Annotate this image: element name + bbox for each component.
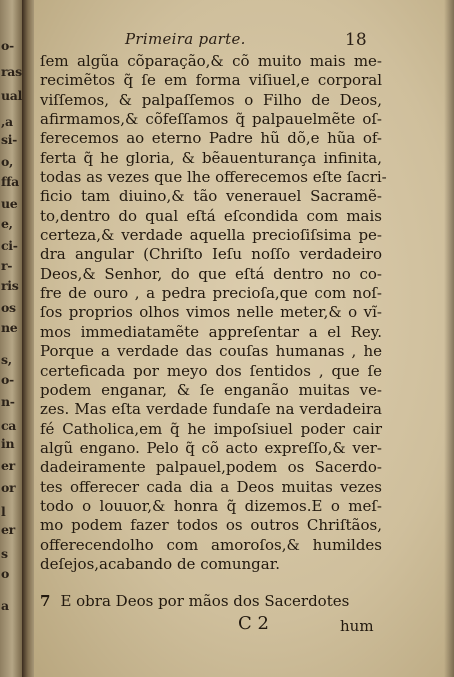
left-page-fragment: ras bbox=[1, 64, 22, 79]
page-number: 18 bbox=[345, 30, 367, 50]
left-page-fragment: a bbox=[1, 598, 9, 613]
text-line: viſſemos, & palpaſſemos o Filho de Deos, bbox=[40, 90, 382, 109]
text-line: ſem algũa cõparação,& cõ muito mais me- bbox=[40, 52, 382, 70]
catchword: hum bbox=[340, 617, 374, 635]
text-line: offerecendolho com amoroſos,& humildes bbox=[40, 535, 382, 554]
left-page-fragment: o bbox=[1, 566, 10, 581]
left-page-fragment: s, bbox=[1, 352, 12, 367]
running-head: Primeira parte. bbox=[125, 30, 246, 48]
left-page-fragment: in bbox=[1, 436, 15, 451]
text-line: zes. Mas eſta verdade fundaſe na verdadeira bbox=[40, 400, 382, 419]
text-line: ficio tam diuino,& tão venerauel Sacramẽ- bbox=[40, 187, 382, 206]
left-page-fragment: ne bbox=[1, 320, 18, 335]
text-line: todo o louuor,& honra q̃ dizemos.E o meſ- bbox=[40, 496, 382, 515]
left-page-fragment: ual bbox=[1, 88, 22, 103]
text-line: fé Catholica,em q̃ he impoſsiuel poder cair bbox=[40, 419, 382, 438]
book-gutter bbox=[22, 0, 34, 677]
left-page-fragment: si- bbox=[1, 132, 18, 147]
text-line: to,dentro do qual eſtá eſcondida com mais bbox=[40, 206, 382, 225]
left-page-fragment: e, bbox=[1, 216, 13, 231]
text-line: podem enganar, & ſe enganão muitas ve- bbox=[40, 380, 382, 399]
body-text bbox=[40, 52, 387, 574]
left-page-fragment: o- bbox=[1, 38, 14, 53]
left-page-fragment: l bbox=[1, 504, 6, 519]
left-page-fragment: ffa bbox=[1, 174, 19, 189]
text-line: ferta q̃ he gloria, & bẽauenturança infinita, bbox=[40, 148, 382, 167]
left-page-fragment: s bbox=[1, 546, 8, 561]
left-page-fragment: ca bbox=[1, 418, 17, 433]
section-number: 7 bbox=[40, 592, 51, 610]
text-line: mo podem fazer todos os outros Chriſtãos, bbox=[40, 516, 382, 535]
left-page-fragment: or bbox=[1, 480, 16, 495]
text-line: fre de ouro , a pedra precioſa,que com noſ- bbox=[40, 284, 382, 303]
left-page-fragment: r- bbox=[1, 258, 13, 273]
text-line: certeficada por meyo dos ſentidos , que ſe bbox=[40, 361, 382, 380]
signature-mark: C 2 bbox=[238, 613, 269, 634]
left-page-fragment: ue bbox=[1, 196, 18, 211]
left-page-fragment: ci- bbox=[1, 238, 18, 253]
text-line: afirmamos,& cõfeſſamos q̃ palpauelmẽte oſ- bbox=[40, 110, 382, 129]
left-page-fragment: n- bbox=[1, 394, 15, 409]
left-page-fragment: er bbox=[1, 522, 15, 537]
text-line: recimẽtos q̃ ſe em forma viſiuel,e corporal bbox=[40, 71, 382, 90]
previous-page-edge bbox=[0, 0, 22, 677]
text-line: ſos proprios olhos vimos nelle meter,& o vĩ- bbox=[40, 303, 382, 322]
text-line: dadeiramente palpauel,podem os Sacerdo- bbox=[40, 458, 382, 477]
left-page-fragment: os bbox=[1, 300, 16, 315]
text-line: dra angular (Chriſto Ieſu noſſo verdadeiro bbox=[40, 245, 382, 264]
left-page-fragment: ris bbox=[1, 278, 19, 293]
text-line: Porque a verdade das couſas humanas , he bbox=[40, 342, 382, 361]
left-page-fragment: o, bbox=[1, 154, 14, 169]
text-line: todas as vezes que lhe offerecemos eſte ſacri- bbox=[40, 168, 387, 187]
text-line: mos immediatamẽte appreſentar a el Rey. bbox=[40, 322, 382, 341]
text-line: deſejos,acabando de comungar. bbox=[40, 554, 281, 573]
left-page-fragment: ,a bbox=[1, 114, 13, 129]
section-text: E obra Deos por mãos dos Sacerdotes bbox=[60, 592, 350, 610]
left-page-fragment: o- bbox=[1, 372, 14, 387]
text-line: algũ engano. Pelo q̃ cõ acto expreſſo,& ver- bbox=[40, 438, 382, 457]
left-page-fragment: er bbox=[1, 458, 15, 473]
text-line: ferecemos ao eterno Padre hũ dõ,e hũa of- bbox=[40, 129, 382, 148]
text-line: Deos,& Senhor, do que eſtá dentro no co- bbox=[40, 264, 382, 283]
section-heading-line bbox=[40, 592, 382, 611]
page-edge-shadow bbox=[444, 0, 454, 677]
text-line: certeza,& verdade aquella precioſiſsima pe- bbox=[40, 226, 382, 245]
text-line: tes offerecer cada dia a Deos muitas vezes bbox=[40, 477, 382, 496]
